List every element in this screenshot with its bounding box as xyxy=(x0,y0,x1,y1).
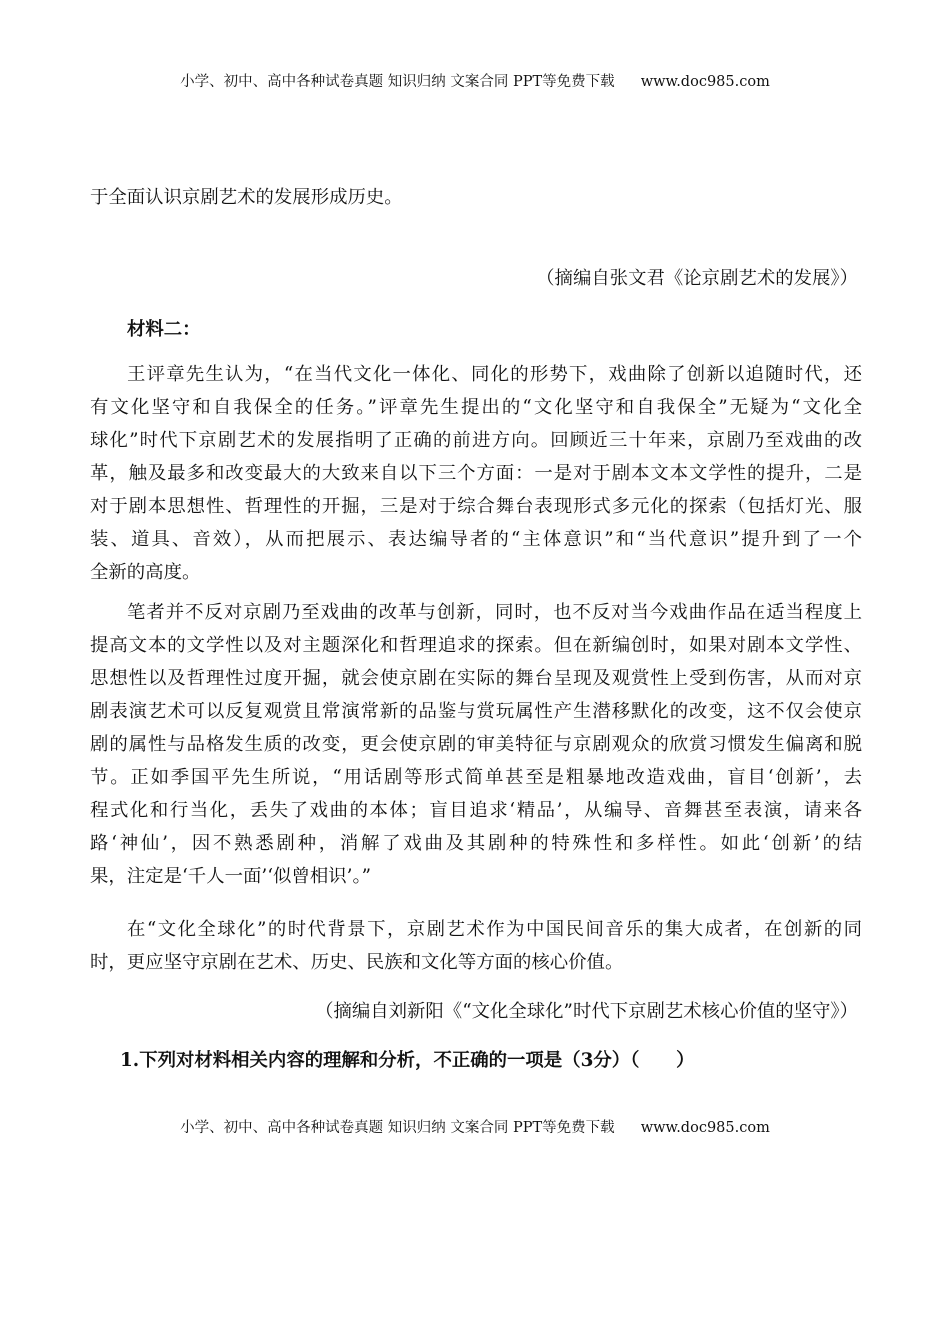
continued-line: 于全面认识京剧艺术的发展形成历史。 xyxy=(90,187,403,208)
paragraph-line: 节。正如季国平先生所说，“用话剧等形式简单甚至是粗暴地改造戏曲，盲目‘创新’，去 xyxy=(90,767,862,788)
footer-text: 小学、初中、高中各种试卷真题 知识归纳 文案合同 PPT等免费下载 xyxy=(180,1120,615,1136)
paragraph-line: 思想性以及哲理性过度开掘，就会使京剧在实际的舞台呈现及观赏性上受到伤害，从而对京 xyxy=(90,668,862,689)
page-header xyxy=(0,70,950,91)
footer-url[interactable]: www.doc985.com xyxy=(640,1120,770,1136)
header-text: 小学、初中、高中各种试卷真题 知识归纳 文案合同 PPT等免费下载 xyxy=(180,74,615,90)
material-2-heading: 材料二： xyxy=(127,319,201,340)
paragraph-line: 王评章先生认为，“在当代文化一体化、同化的形势下，戏曲除了创新以追随时代，还 xyxy=(127,364,862,385)
paragraph-line: 剧表演艺术可以反复观赏且常演常新的品鉴与赏玩属性产生潜移默化的改变，这不仅会使京 xyxy=(90,701,862,722)
paragraph-line: 程式化和行当化，丢失了戏曲的本体；盲目追求‘精品’，从编导、音舞甚至表演，请来各 xyxy=(90,800,862,821)
paragraph-line: 在“文化全球化”的时代背景下，京剧艺术作为中国民间音乐的集大成者，在创新的同 xyxy=(127,919,862,940)
paragraph-line: 时，更应坚守京剧在艺术、历史、民族和文化等方面的核心价值。 xyxy=(90,952,624,973)
paragraph-line: 对于剧本思想性、哲理性的开掘，三是对于综合舞台表现形式多元化的探索（包括灯光、服 xyxy=(90,496,862,517)
paragraph-line: 有文化坚守和自我保全的任务。”评章先生提出的“文化坚守和自我保全”无疑为“文化全 xyxy=(90,397,862,418)
paragraph-line: 装、道具、音效），从而把展示、表达编导者的“主体意识”和“当代意识”提升到了一个 xyxy=(90,529,862,550)
question-1: 1.下列对材料相关内容的理解和分析，不正确的一项是（3分）（ ） xyxy=(120,1050,695,1071)
paragraph-line: 全新的高度。 xyxy=(90,562,201,583)
paragraph-line: 路‘神仙’，因不熟悉剧种，消解了戏曲及其剧种的特殊性和多样性。如此‘创新’的结 xyxy=(90,833,862,854)
paragraph-line: 提高文本的文学性以及对主题深化和哲理追求的探索。但在新编创时，如果对剧本文学性、 xyxy=(90,635,862,656)
paragraph-line: 果，注定是‘千人一面’‘似曾相识’。” xyxy=(90,866,372,887)
paragraph-line: 球化”时代下京剧艺术的发展指明了正确的前进方向。回顾近三十年来，京剧乃至戏曲的改 xyxy=(90,430,862,451)
citation-1: （摘编自张文君《论京剧艺术的发展》） xyxy=(536,268,858,289)
paragraph-line: 笔者并不反对京剧乃至戏曲的改革与创新，同时，也不反对当今戏曲作品在适当程度上 xyxy=(127,602,862,623)
paragraph-line: 剧的属性与品格发生质的改变，更会使京剧的审美特征与京剧观众的欣赏习惯发生偏离和脱 xyxy=(90,734,862,755)
citation-2: （摘编自刘新阳《“文化全球化”时代下京剧艺术核心价值的坚守》） xyxy=(315,1001,858,1022)
header-url[interactable]: www.doc985.com xyxy=(640,74,770,90)
paragraph-line: 革，触及最多和改变最大的大致来自以下三个方面：一是对于剧本文本文学性的提升，二是 xyxy=(90,463,862,484)
page-footer xyxy=(0,1116,950,1137)
